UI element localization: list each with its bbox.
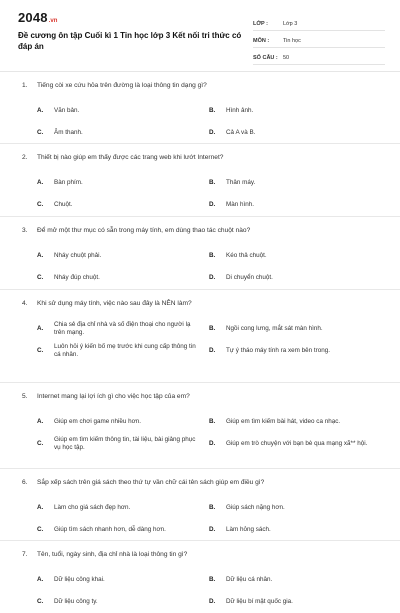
meta-row-question-count bbox=[253, 48, 385, 65]
option-letter: D. bbox=[209, 439, 216, 447]
option-letter: B. bbox=[209, 178, 216, 186]
logo-main-text: 2048 bbox=[18, 10, 48, 25]
answer-option-c[interactable] bbox=[37, 267, 209, 289]
answer-option-d[interactable] bbox=[209, 340, 381, 362]
question-prompt: Thiết bị nào giúp em thấy được các trang web khi lướt Internet? bbox=[37, 154, 224, 161]
question-prompt: Sắp xếp sách trên giá sách theo thứ tự vần chữ cái tên sách giúp em điều gì? bbox=[37, 479, 265, 486]
option-letter: B. bbox=[209, 106, 216, 114]
option-letter: C. bbox=[37, 273, 44, 281]
meta-label: SỐ CÂU : bbox=[253, 55, 278, 61]
question-number: 5. bbox=[22, 393, 28, 400]
option-text: Giúp em chơi game nhiều hơn. bbox=[54, 417, 142, 425]
option-text: Giúp em tìm kiếm thông tin, tài liệu, bài giảng phục vụ học tập. bbox=[54, 435, 196, 451]
question-text bbox=[22, 226, 386, 235]
question-item bbox=[0, 469, 400, 541]
answer-option-c[interactable] bbox=[37, 433, 209, 455]
option-letter: C. bbox=[37, 200, 44, 208]
option-text: Luôn hỏi ý kiến bố mẹ trước khi cung cấp thông tin cá nhân. bbox=[54, 342, 196, 358]
option-text: Kéo thả chuột. bbox=[226, 251, 267, 259]
option-text: Cả A và B. bbox=[226, 128, 256, 136]
option-letter: A. bbox=[37, 575, 44, 583]
answer-option-d[interactable] bbox=[209, 591, 381, 613]
answer-option-d[interactable] bbox=[209, 267, 381, 289]
question-number: 6. bbox=[22, 479, 28, 486]
answer-option-c[interactable] bbox=[37, 519, 209, 541]
meta-label: MÔN : bbox=[253, 38, 270, 44]
answer-option-c[interactable] bbox=[37, 194, 209, 216]
answer-option-a[interactable] bbox=[37, 497, 209, 519]
question-item bbox=[0, 217, 400, 290]
option-text: Chuột. bbox=[54, 200, 73, 208]
answer-option-d[interactable] bbox=[209, 519, 381, 541]
option-letter: D. bbox=[209, 273, 216, 281]
answer-option-d[interactable] bbox=[209, 122, 381, 144]
option-text: Thân máy. bbox=[226, 178, 256, 186]
question-number: 2. bbox=[22, 154, 28, 161]
option-letter: D. bbox=[209, 200, 216, 208]
question-text bbox=[22, 299, 386, 308]
option-letter: B. bbox=[209, 575, 216, 583]
option-text: Bàn phím. bbox=[54, 178, 83, 186]
option-text: Di chuyển chuột. bbox=[226, 273, 273, 281]
option-letter: A. bbox=[37, 503, 44, 511]
question-item bbox=[0, 290, 400, 383]
question-prompt: Tiếng còi xe cứu hỏa trên đường là loại thông tin dạng gì? bbox=[37, 82, 207, 89]
option-letter: C. bbox=[37, 597, 44, 605]
answer-option-a[interactable] bbox=[37, 318, 209, 340]
question-list bbox=[0, 72, 400, 611]
answer-options bbox=[22, 411, 386, 455]
question-number: 4. bbox=[22, 300, 28, 307]
option-letter: A. bbox=[37, 178, 44, 186]
meta-row-class bbox=[253, 14, 385, 31]
question-number: 3. bbox=[22, 227, 28, 234]
option-letter: D. bbox=[209, 128, 216, 136]
answer-option-a[interactable] bbox=[37, 245, 209, 267]
option-text: Văn bản. bbox=[54, 106, 80, 114]
option-text: Giúp em tìm kiếm bài hát, video ca nhạc. bbox=[226, 417, 341, 425]
option-text: Nháy đúp chuột. bbox=[54, 273, 100, 281]
option-letter: A. bbox=[37, 417, 44, 425]
question-item bbox=[0, 72, 400, 144]
option-letter: A. bbox=[37, 251, 44, 259]
option-letter: C. bbox=[37, 439, 44, 447]
answer-option-c[interactable] bbox=[37, 122, 209, 144]
answer-option-b[interactable] bbox=[209, 100, 381, 122]
question-text bbox=[22, 81, 386, 90]
document-title: Đề cương ôn tập Cuối kì 1 Tin học lớp 3 Kết nối tri thức có đáp án bbox=[18, 31, 242, 51]
answer-option-a[interactable] bbox=[37, 411, 209, 433]
question-text bbox=[22, 478, 386, 487]
option-letter: A. bbox=[37, 106, 44, 114]
option-text: Dữ liệu công khai. bbox=[54, 575, 105, 583]
question-prompt: Tên, tuổi, ngày sinh, địa chỉ nhà là loại thông tin gì? bbox=[37, 551, 188, 558]
option-text: Hình ảnh. bbox=[226, 106, 254, 114]
option-text: Giúp tìm sách nhanh hơn, dễ dàng hơn. bbox=[54, 525, 166, 533]
question-item bbox=[0, 144, 400, 217]
question-prompt: Để mở một thư mục có sẵn trong máy tính, em dùng thao tác chuột nào? bbox=[37, 227, 251, 234]
option-letter: D. bbox=[209, 525, 216, 533]
worksheet-header bbox=[0, 0, 400, 72]
option-text: Giúp em trò chuyện với bạn bè qua mạng xã** hội. bbox=[226, 439, 368, 447]
answer-option-b[interactable] bbox=[209, 318, 381, 340]
question-text bbox=[22, 550, 386, 559]
option-text: Làm hỏng sách. bbox=[226, 525, 271, 533]
answer-options bbox=[22, 245, 386, 289]
answer-option-d[interactable] bbox=[209, 433, 381, 455]
answer-options bbox=[22, 569, 386, 613]
answer-option-b[interactable] bbox=[209, 411, 381, 433]
option-letter: B. bbox=[209, 503, 216, 511]
option-letter: C. bbox=[37, 128, 44, 136]
question-item bbox=[0, 383, 400, 469]
question-item bbox=[0, 541, 400, 611]
option-text: Dữ liệu cá nhân. bbox=[226, 575, 273, 583]
meta-value: Lớp 3 bbox=[283, 21, 298, 27]
option-text: Nháy chuột phải. bbox=[54, 251, 102, 259]
option-letter: B. bbox=[209, 251, 216, 259]
question-number: 7. bbox=[22, 551, 28, 558]
option-letter: C. bbox=[37, 346, 44, 354]
answer-options bbox=[22, 172, 386, 216]
answer-option-d[interactable] bbox=[209, 194, 381, 216]
question-number: 1. bbox=[22, 82, 28, 89]
answer-option-c[interactable] bbox=[37, 340, 209, 362]
option-letter: D. bbox=[209, 597, 216, 605]
answer-option-c[interactable] bbox=[37, 591, 209, 613]
option-text: Dữ liệu bí mật quốc gia. bbox=[226, 597, 293, 605]
meta-label: LỚP : bbox=[253, 21, 268, 27]
option-text: Ngồi cong lưng, mắt sát màn hình. bbox=[226, 324, 323, 332]
option-text: Màn hình. bbox=[226, 200, 255, 208]
answer-options bbox=[22, 497, 386, 541]
answer-option-a[interactable] bbox=[37, 569, 209, 591]
logo-domain-text: .vn bbox=[48, 18, 58, 24]
answer-options bbox=[22, 318, 386, 362]
option-text: Tự ý tháo máy tính ra xem bên trong. bbox=[226, 346, 330, 354]
option-text: Dữ liệu công ty. bbox=[54, 597, 98, 605]
meta-value: Tin học bbox=[283, 38, 301, 44]
meta-row-subject bbox=[253, 31, 385, 48]
option-letter: A. bbox=[37, 324, 44, 332]
option-text: Chia sẻ địa chỉ nhà và số điện thoại cho người lạ trên mạng. bbox=[54, 320, 191, 336]
answer-option-b[interactable] bbox=[209, 172, 381, 194]
answer-option-b[interactable] bbox=[209, 497, 381, 519]
question-text bbox=[22, 153, 386, 162]
option-letter: B. bbox=[209, 324, 216, 332]
meta-info bbox=[253, 14, 385, 65]
answer-option-b[interactable] bbox=[209, 245, 381, 267]
answer-options bbox=[22, 100, 386, 144]
answer-option-b[interactable] bbox=[209, 569, 381, 591]
option-text: Làm cho giá sách đẹp hơn. bbox=[54, 503, 131, 511]
question-prompt: Internet mang lại lợi ích gì cho việc học tập của em? bbox=[37, 393, 190, 400]
question-prompt: Khi sử dụng máy tính, việc nào sau đây là NÊN làm? bbox=[37, 300, 192, 307]
option-letter: B. bbox=[209, 417, 216, 425]
option-letter: D. bbox=[209, 346, 216, 354]
option-text: Âm thanh. bbox=[54, 128, 83, 136]
meta-value: 50 bbox=[283, 55, 290, 61]
answer-option-a[interactable] bbox=[37, 172, 209, 194]
option-letter: C. bbox=[37, 525, 44, 533]
question-text bbox=[22, 392, 386, 401]
answer-option-a[interactable] bbox=[37, 100, 209, 122]
option-text: Giúp sách nặng hơn. bbox=[226, 503, 285, 511]
